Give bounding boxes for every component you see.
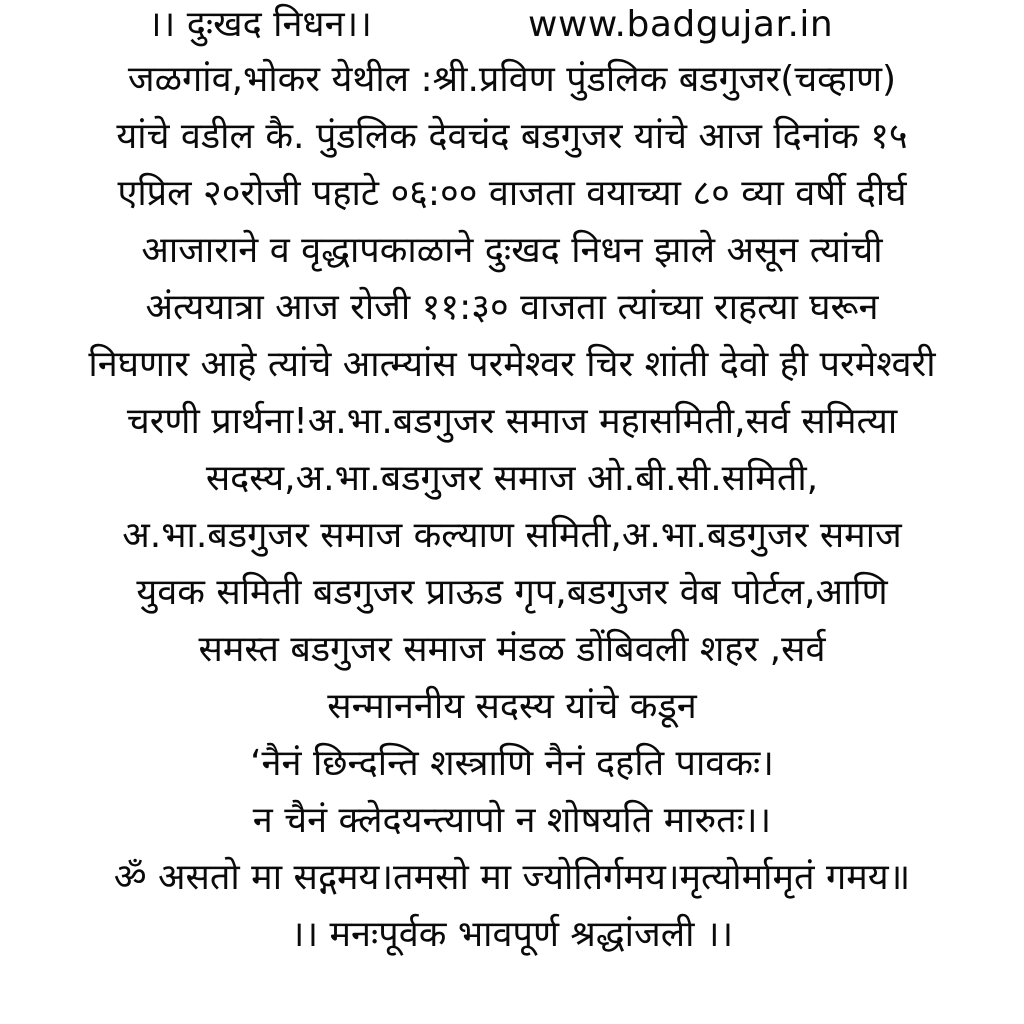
notice-line: एप्रिल २०रोजी पहाटे ०६:०० वाजता वयाच्या ८० व्या वर्षी दीर्घ [117,173,907,214]
closing-line: ।। मनःपूर्वक भावपूर्ण श्रद्धांजली ।। [290,914,734,955]
notice-line: अंत्ययात्रा आज रोजी ११:३० वाजता त्यांच्या राहत्या घरून [145,287,879,328]
website-text: www.badgujar.in [528,4,834,45]
verse-line: ‘नैनं छिन्दन्ति शस्त्राणि नैनं दहति पावकः। [250,743,774,784]
notice-line: सदस्य,अ.भा.बडगुजर समाज ओ.बी.सी.समिती, [205,458,819,499]
notice-line: यांचे वडील कै. पुंडलिक देवचंद बडगुजर यांचे आज दिनांक १५ [116,116,908,157]
verse-line: ॐ असतो मा सद्गमय।तमसो मा ज्योतिर्गमय।मृत्योर्मामृतं गमय॥ [113,857,911,898]
notice-line: समस्त बडगुजर समाज मंडळ डोंबिवली शहर ,सर्व [198,629,826,670]
notice-line: निघणार आहे त्यांचे आत्म्यांस परमेश्वर चिर शांती देवो ही परमेश्वरी [88,344,936,385]
notice-line: अ.भा.बडगुजर समाज कल्याण समिती,अ.भा.बडगुजर समाज [122,515,902,556]
notice-title: ।। दुःखद निधन।। [148,4,372,45]
notice-line: आजाराने व वृद्धापकाळाने दुःखद निधन झाले असून त्यांची [141,230,883,271]
notice-line: युवक समिती बडगुजर प्राऊड गृप,बडगुजर वेब पोर्टल,आणि [136,572,888,613]
notice-header [0,2,1024,48]
notice-line: सन्माननीय सदस्य यांचे कडून [327,686,697,727]
notice-line: जळगांव,भोकर येथील :श्री.प्रविण पुंडलिक बडगुजर(चव्हाण) [127,59,897,100]
verse-line: न चैनं क्लेदयन्त्यापो न शोषयति मारुतः।। [252,800,772,841]
notice-line: चरणी प्रार्थना!अ.भा.बडगुजर समाज महासमिती,सर्व समित्या [126,401,898,442]
